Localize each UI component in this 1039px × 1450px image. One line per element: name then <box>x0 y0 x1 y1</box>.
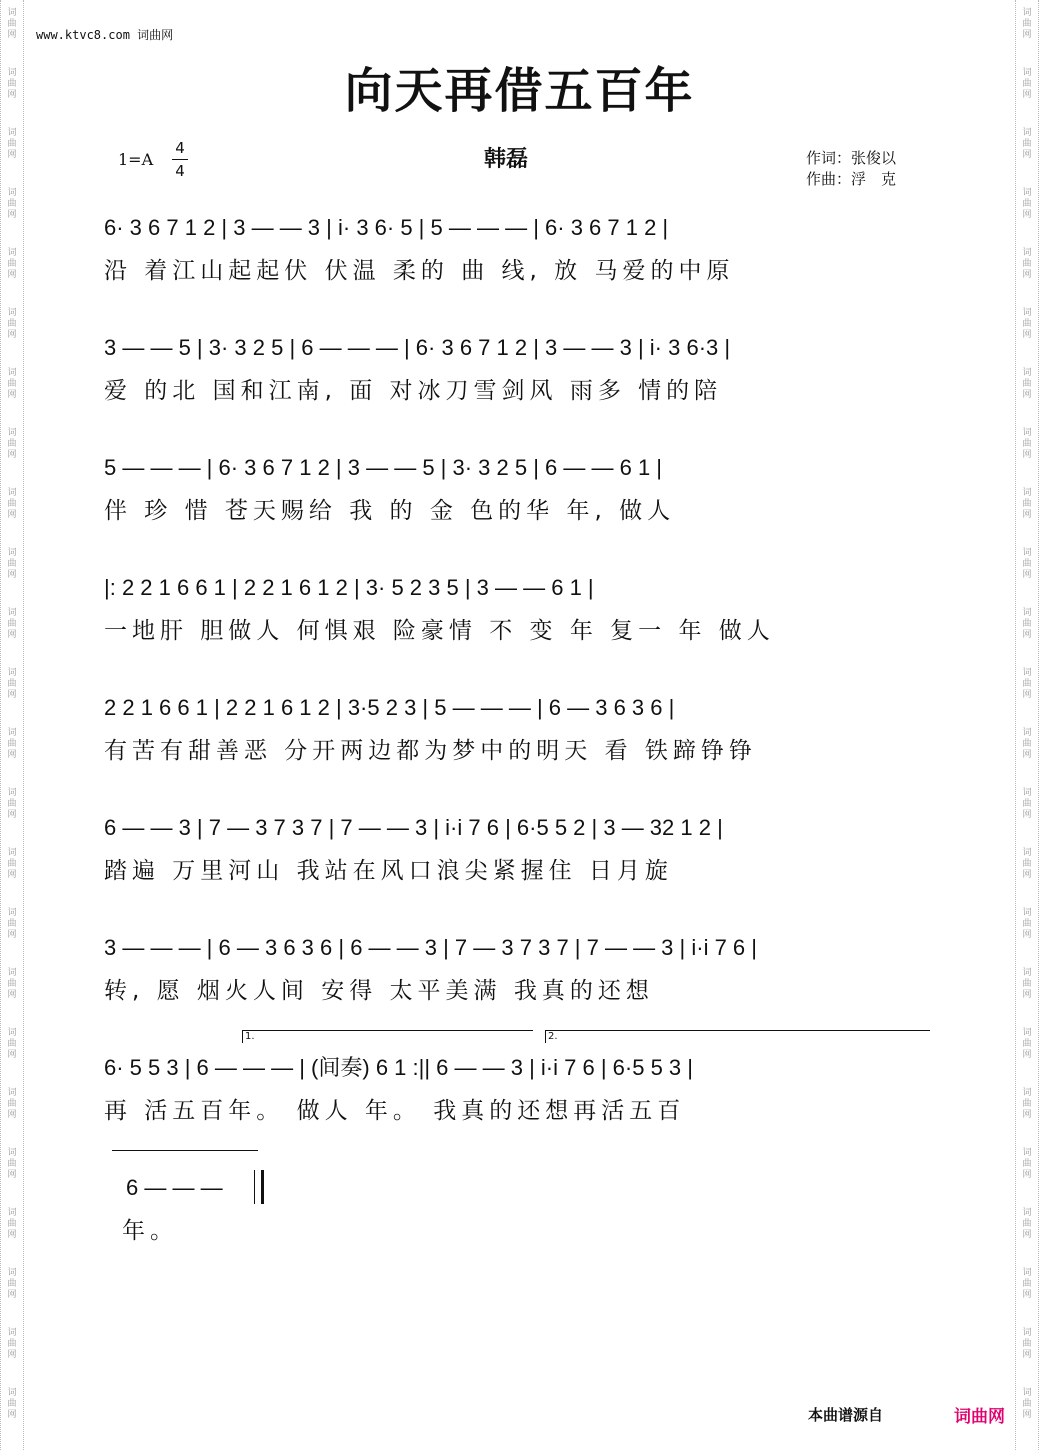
watermark-text: 词 曲 网 <box>1022 8 1032 40</box>
notation-line: 6 — — — <box>126 1175 223 1200</box>
watermark-text: 词 曲 网 <box>7 488 17 520</box>
page-title: 向天再借五百年 <box>344 63 695 119</box>
watermark-text: 词 曲 网 <box>7 1028 17 1060</box>
lyric-line: 伴 珍 惜 苍天赐给 我 的 金 色的华 年, 做人 <box>104 498 676 524</box>
watermark-text: 词 曲 网 <box>1022 308 1032 340</box>
watermark-text: 词 曲 网 <box>1022 1208 1032 1240</box>
watermark-text: 词 曲 网 <box>1022 1028 1032 1060</box>
time-signature-divider <box>172 159 188 160</box>
watermark-text: 词 曲 网 <box>7 608 17 640</box>
watermark-text: 词 曲 网 <box>1022 128 1032 160</box>
lyric-line: 再 活五百年。 做人 年。 我真的还想再活五百 <box>104 1098 686 1124</box>
notation-line: 2 2 1 6 6 1 | 2 2 1 6 1 2 | 3·5 2 3 | 5 — — — | 6 — 3 6 3 6 | <box>104 695 675 720</box>
watermark-text: 词 曲 网 <box>1022 908 1032 940</box>
watermark-text: 词 曲 网 <box>1022 728 1032 760</box>
site-url[interactable]: www.ktvc8.com 词曲网 <box>36 28 174 42</box>
watermark-text: 词 曲 网 <box>7 308 17 340</box>
composer: 作曲：浮 克 <box>806 170 897 188</box>
watermark-text: 词 曲 网 <box>1022 368 1032 400</box>
notation-line: 3 — — 5 | 3· 3 2 5 | 6 — — — | 6· 3 6 7 1 2 | 3 — — 3 | i· 3 6·3 | <box>104 335 731 360</box>
watermark-text: 词 曲 网 <box>1022 608 1032 640</box>
singer-name: 韩磊 <box>484 147 529 172</box>
watermark-text: 词 曲 网 <box>7 428 17 460</box>
footer-source: 本曲谱源自 <box>808 1406 884 1424</box>
watermark-text: 词 曲 网 <box>7 1268 17 1300</box>
notation-line: 5 — — — | 6· 3 6 7 1 2 | 3 — — 5 | 3· 3 2 5 | 6 — — 6 1 | <box>104 455 663 480</box>
notation-line: 6· 3 6 7 1 2 | 3 — — 3 | i· 3 6· 5 | 5 — — — | 6· 3 6 7 1 2 | <box>104 215 669 240</box>
watermark-text: 词 曲 网 <box>7 788 17 820</box>
lyric-line: 转, 愿 烟火人间 安得 太平美满 我真的还想 <box>104 978 654 1004</box>
lyric-line: 一地肝 胆做人 何惧艰 险豪情 不 变 年 复一 年 做人 <box>104 618 775 644</box>
watermark-text: 词 曲 网 <box>7 668 17 700</box>
lyric-line: 有苦有甜善恶 分开两边都为梦中的明天 看 铁蹄铮铮 <box>104 738 757 764</box>
watermark-text: 词 曲 网 <box>7 908 17 940</box>
watermark-text: 词 曲 网 <box>1022 848 1032 880</box>
watermark-text: 词 曲 网 <box>1022 428 1032 460</box>
watermark-text: 词 曲 网 <box>1022 488 1032 520</box>
lyric-line: 踏遍 万里河山 我站在风口浪尖紧握住 日月旋 <box>104 858 673 884</box>
notation-line: 6 — — 3 | 7 — 3 7 3 7 | 7 — — 3 | i·i 7 6 | 6·5 5 2 | 3 — 32 1 2 | <box>104 815 723 840</box>
final-barline <box>254 1170 264 1204</box>
key-signature: 1=A <box>118 150 154 169</box>
watermark-text: 词 曲 网 <box>1022 668 1032 700</box>
watermark-text: 词 曲 网 <box>7 248 17 280</box>
watermark-text: 词 曲 网 <box>7 1088 17 1120</box>
credits <box>806 148 896 190</box>
watermark-text: 词 曲 网 <box>7 848 17 880</box>
final-line-bracket <box>112 1150 258 1163</box>
watermark-text: 词 曲 网 <box>1022 788 1032 820</box>
watermark-text: 词 曲 网 <box>1022 548 1032 580</box>
watermark-text: 词 曲 网 <box>7 128 17 160</box>
volta-second-ending: 2. <box>545 1030 930 1043</box>
watermark-text: 词 曲 网 <box>7 1148 17 1180</box>
watermark-text: 词 曲 网 <box>1022 1388 1032 1420</box>
watermark-text: 词 曲 网 <box>7 1388 17 1420</box>
left-watermark-strip <box>0 0 24 1450</box>
lyricist: 作词：张俊以 <box>806 149 897 167</box>
time-signature <box>172 138 188 181</box>
lyric-line: 沿 着江山起起伏 伏温 柔的 曲 线, 放 马爱的中原 <box>104 258 735 284</box>
watermark-text: 词 曲 网 <box>1022 248 1032 280</box>
watermark-text: 词 曲 网 <box>1022 1148 1032 1180</box>
watermark-text: 词 曲 网 <box>1022 1088 1032 1120</box>
lyric-line: 爱 的北 国和江南, 面 对冰刀雪剑风 雨多 情的陪 <box>104 378 723 404</box>
watermark-text: 词 曲 网 <box>7 1328 17 1360</box>
watermark-text: 词 曲 网 <box>7 188 17 220</box>
right-watermark-strip <box>1015 0 1039 1450</box>
notation-line: |: 2 2 1 6 6 1 | 2 2 1 6 1 2 | 3· 5 2 3 5 | 3 — — 6 1 | <box>104 575 594 600</box>
time-signature-bottom: 4 <box>175 162 185 180</box>
watermark-text: 词 曲 网 <box>7 728 17 760</box>
watermark-text: 词 曲 网 <box>7 1208 17 1240</box>
watermark-text: 词 曲 网 <box>7 8 17 40</box>
lyric-line: 年。 <box>122 1218 178 1244</box>
watermark-text: 词 曲 网 <box>7 368 17 400</box>
watermark-text: 词 曲 网 <box>7 68 17 100</box>
volta-first-ending: 1. <box>242 1030 533 1043</box>
watermark-text: 词 曲 网 <box>1022 68 1032 100</box>
watermark-text: 词 曲 网 <box>7 968 17 1000</box>
watermark-text: 词 曲 网 <box>7 548 17 580</box>
time-signature-top: 4 <box>175 139 185 157</box>
watermark-text: 词 曲 网 <box>1022 1268 1032 1300</box>
notation-line: 3 — — — | 6 — 3 6 3 6 | 6 — — 3 | 7 — 3 7 3 7 | 7 — — 3 | i·i 7 6 | <box>104 935 757 960</box>
watermark-text: 词 曲 网 <box>1022 1328 1032 1360</box>
watermark-text: 词 曲 网 <box>1022 968 1032 1000</box>
notation-line: 6· 5 5 3 | 6 — — — | (间奏) 6 1 :|| 6 — — 3 | i·i 7 6 | 6·5 5 3 | <box>104 1055 693 1080</box>
watermark-text: 词 曲 网 <box>1022 188 1032 220</box>
footer-site-link[interactable]: 词曲网 <box>954 1407 1005 1427</box>
